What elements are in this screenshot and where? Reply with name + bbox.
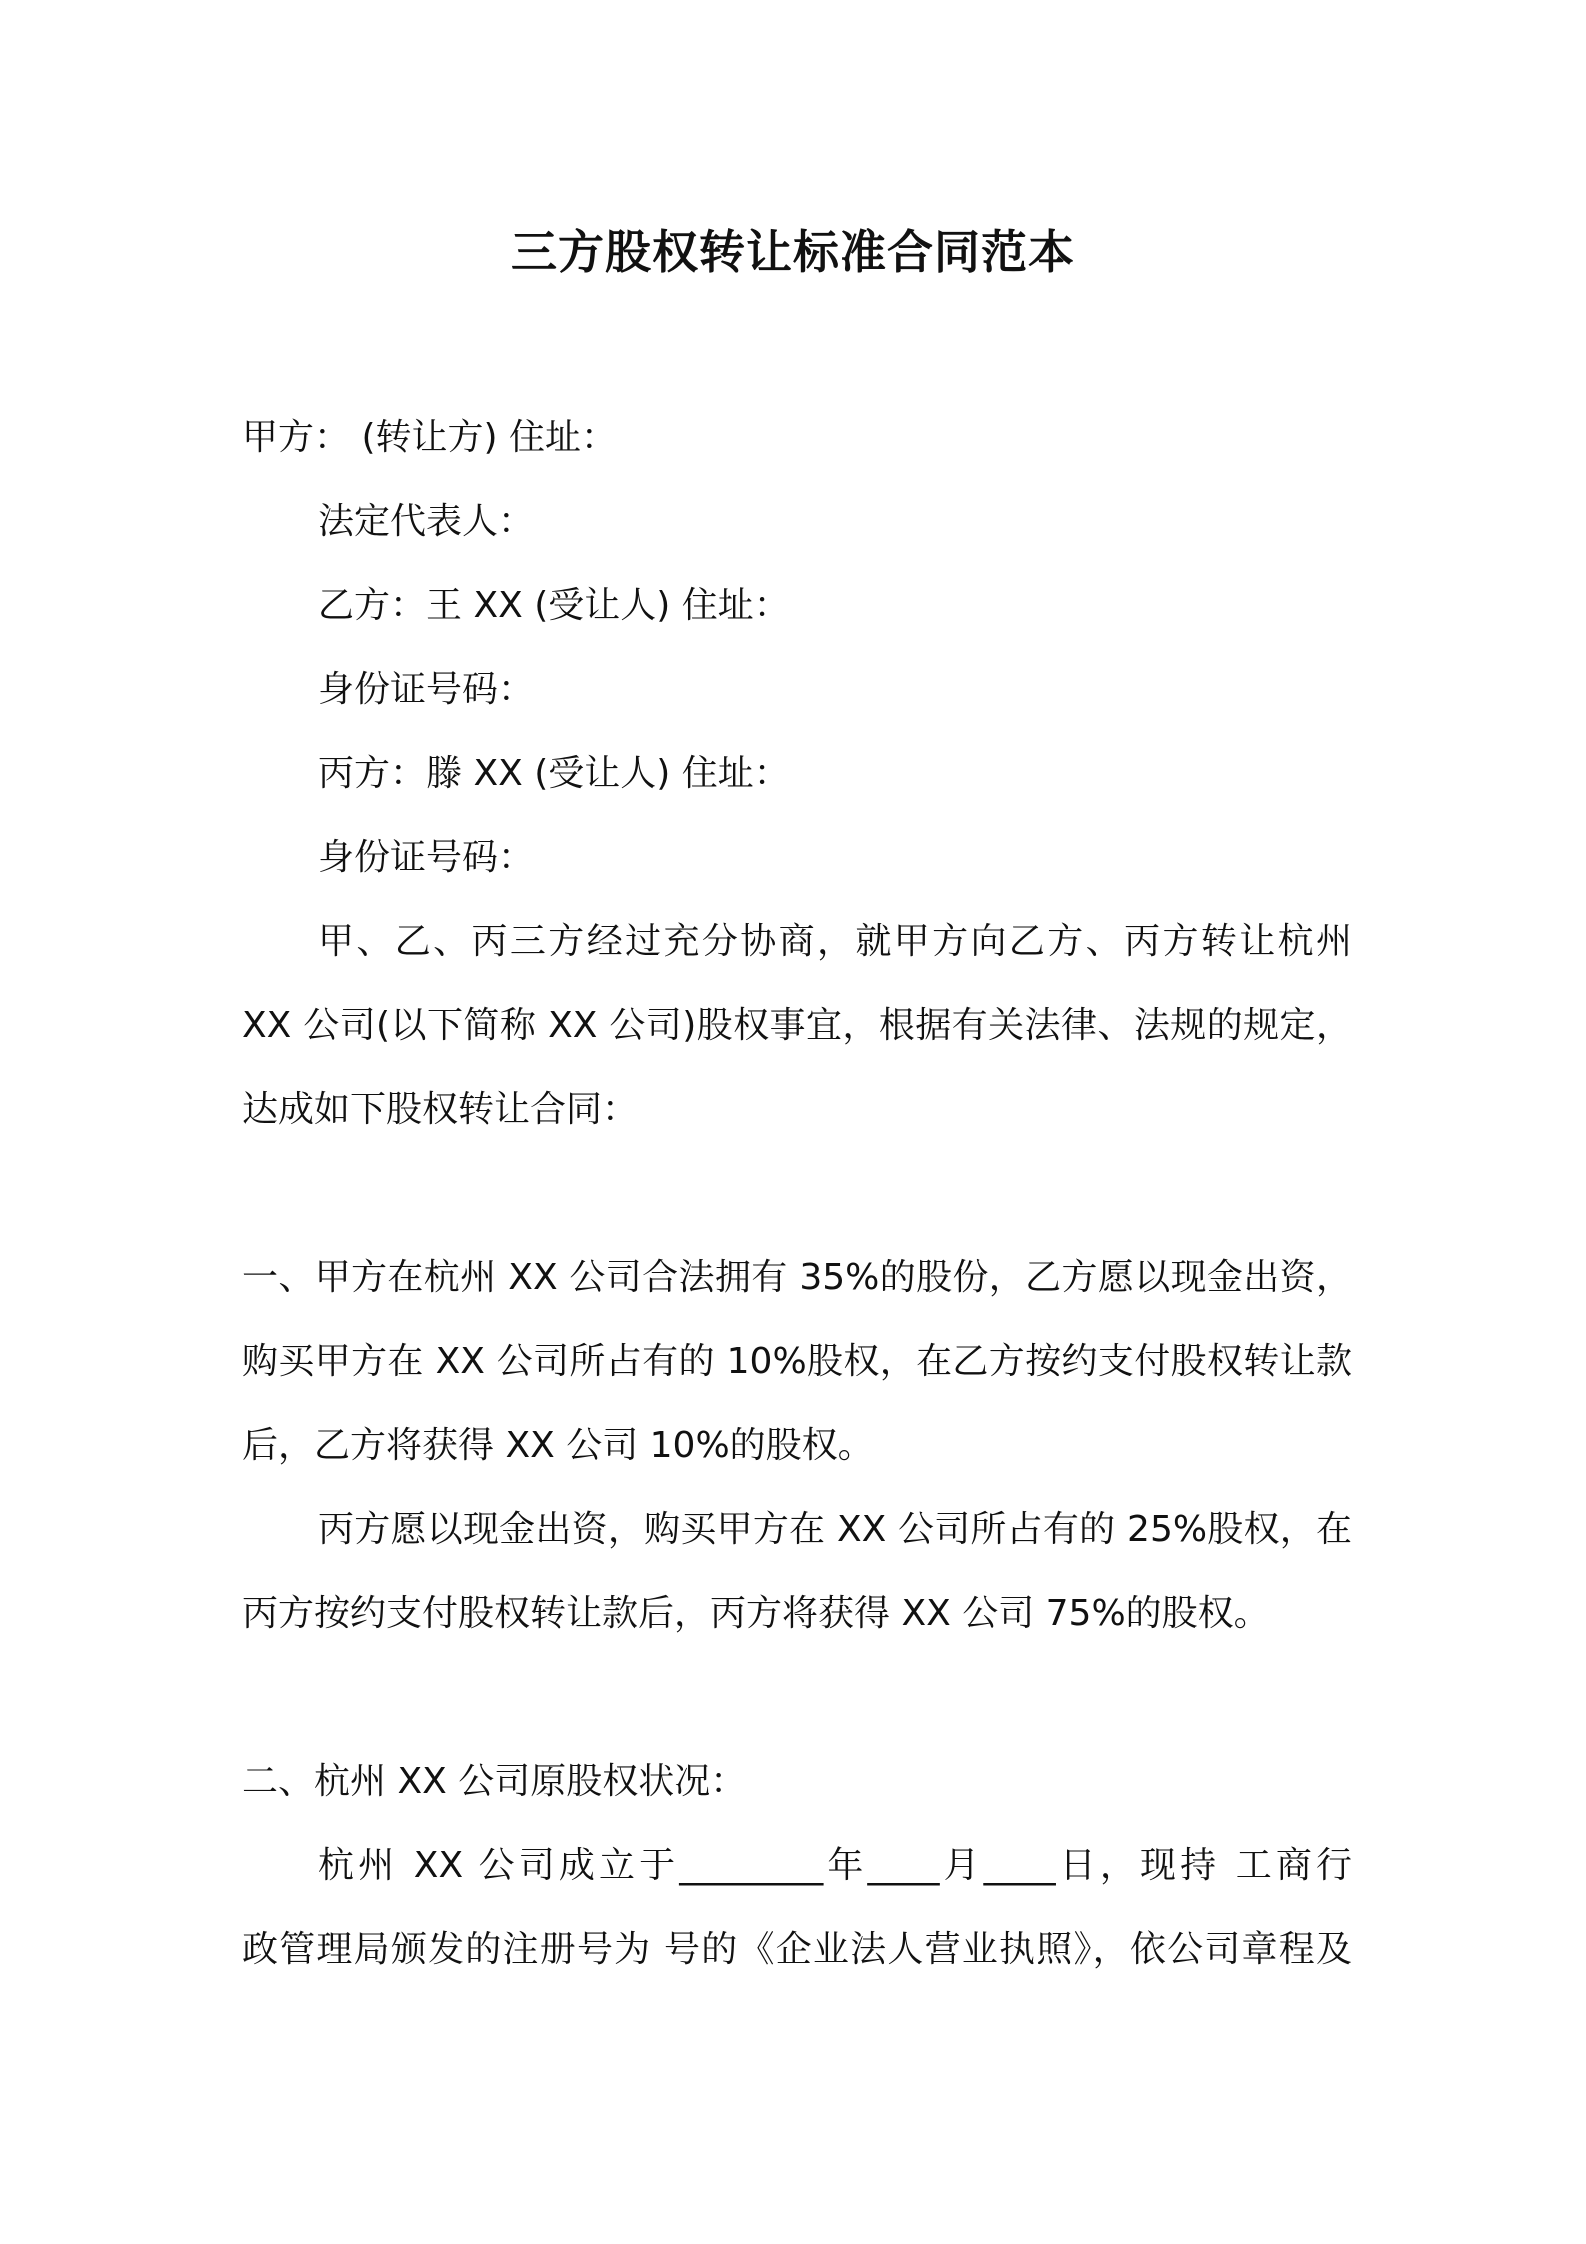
section2-line-1: 杭州 XX 公司成立于________年____月____日，现持 工商行	[318, 1845, 1352, 1886]
party-a-representative: 法定代表人：	[318, 501, 535, 542]
party-a-line: 甲方： (转让方) 住址：	[242, 417, 617, 458]
party-c-line: 丙方：滕 XX (受让人) 住址：	[318, 753, 790, 794]
document-title: 三方股权转让标准合同范本	[511, 225, 1075, 279]
section1-line-5: 丙方按约支付股权转让款后，丙方将获得 XX 公司 75%的股权。	[242, 1593, 1270, 1634]
intro-line-2: XX 公司(以下简称 XX 公司)股权事宜，根据有关法律、法规的规定，	[242, 1005, 1352, 1046]
section1-line-2: 购买甲方在 XX 公司所占有的 10%股权，在乙方按约支付股权转让款	[242, 1341, 1352, 1382]
party-b-id: 身份证号码：	[318, 669, 535, 710]
intro-line-1: 甲、乙、丙三方经过充分协商，就甲方向乙方、丙方转让杭州	[318, 921, 1352, 962]
intro-line-3: 达成如下股权转让合同：	[242, 1089, 639, 1130]
section2-line-2: 政管理局颁发的注册号为 号的《企业法人营业执照》，依公司章程及	[242, 1929, 1352, 1970]
section1-line-1: 一、甲方在杭州 XX 公司合法拥有 35%的股份，乙方愿以现金出资，	[242, 1257, 1352, 1298]
party-b-line: 乙方：王 XX (受让人) 住址：	[318, 585, 790, 626]
party-c-id: 身份证号码：	[318, 837, 535, 878]
section1-line-4: 丙方愿以现金出资，购买甲方在 XX 公司所占有的 25%股权，在	[318, 1509, 1352, 1550]
section2-heading: 二、杭州 XX 公司原股权状况：	[242, 1761, 747, 1802]
section1-line-3: 后，乙方将获得 XX 公司 10%的股权。	[242, 1425, 874, 1466]
